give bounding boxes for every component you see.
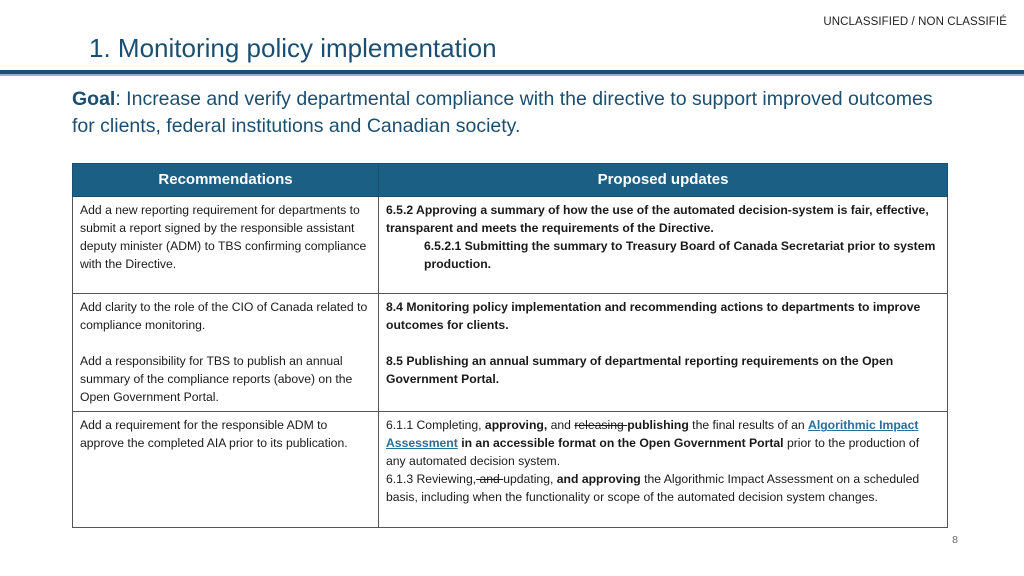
recommendation-text: Add a requirement for the responsible ADM to approve the completed AIA prior to its publication.	[80, 418, 348, 451]
recommendation-text: Add a responsibility for TBS to publish an annual summary of the compliance reports (above) on the Open Government Portal.	[80, 353, 353, 404]
deleted-text: releasing	[574, 418, 628, 433]
recommendation-cell	[73, 197, 379, 294]
inserted-text: and approving	[556, 472, 641, 487]
update-8-4: 8.4 Monitoring policy implementation and recommending actions to departments to improve outcomes for clients.	[386, 300, 921, 332]
recommendation-cell	[73, 412, 379, 528]
inserted-text: in an accessible format on the Open Government Portal	[457, 436, 784, 451]
update-6-5-2: 6.5.2 Approving a summary of how the use of the automated decision-system is fair, effective, transparent and meets the requirements of the Directive.	[386, 203, 929, 235]
text-run: 6.1.3 Reviewing,	[386, 472, 477, 487]
table-row	[73, 294, 948, 412]
header-proposed-updates: Proposed updates	[379, 164, 948, 197]
goal-label: Goal	[72, 88, 116, 110]
page-number: 8	[952, 534, 958, 546]
goal-statement	[72, 86, 952, 140]
update-8-5: 8.5 Publishing an annual summary of departmental reporting requirements on the Open Government Portal.	[386, 353, 894, 386]
update-6-1-3	[386, 471, 941, 507]
recommendations-table	[72, 163, 948, 528]
inserted-text: publishing	[627, 418, 689, 433]
recommendation-cell	[73, 294, 379, 412]
inserted-text: approving,	[484, 418, 548, 433]
text-run: prior to the production of any automated decision system.	[386, 436, 920, 469]
table-header-row	[73, 164, 948, 197]
text-run: the final results of an	[688, 418, 809, 433]
update-6-5-2-1: 6.5.2.1 Submitting the summary to Treasury Board of Canada Secretariat prior to system production.	[424, 238, 936, 271]
deleted-text: and	[476, 472, 504, 487]
proposed-update-cell	[379, 197, 948, 294]
proposed-update-cell	[379, 294, 948, 412]
text-run: and	[547, 418, 575, 433]
update-6-1-1	[386, 417, 941, 471]
title-divider-accent	[0, 74, 1024, 76]
text-run: the Algorithmic Impact Assessment on a scheduled basis, including when the functionality or scope of the automated decision system changes.	[386, 472, 920, 505]
proposed-update-cell	[379, 412, 948, 528]
text-run: updating,	[503, 472, 557, 487]
table-row	[73, 412, 948, 528]
aia-link[interactable]: Algorithmic Impact Assessment	[386, 418, 919, 451]
recommendation-text: Add a new reporting requirement for departments to submit a report signed by the responsible assistant deputy minister (ADM) to TBS confirming compliance with the Directive.	[80, 203, 367, 271]
text-run: 6.1.1 Completing,	[386, 418, 485, 433]
table-row	[73, 197, 948, 294]
goal-text: : Increase and verify departmental compliance with the directive to support improved outcomes for clients, federal institutions and Canadian society.	[72, 88, 933, 137]
slide-title: 1. Monitoring policy implementation	[89, 33, 497, 63]
classification-label: UNCLASSIFIED / NON CLASSIFIÉ	[823, 16, 1007, 28]
header-recommendations: Recommendations	[73, 164, 379, 197]
recommendation-text: Add clarity to the role of the CIO of Canada related to compliance monitoring.	[80, 300, 368, 332]
